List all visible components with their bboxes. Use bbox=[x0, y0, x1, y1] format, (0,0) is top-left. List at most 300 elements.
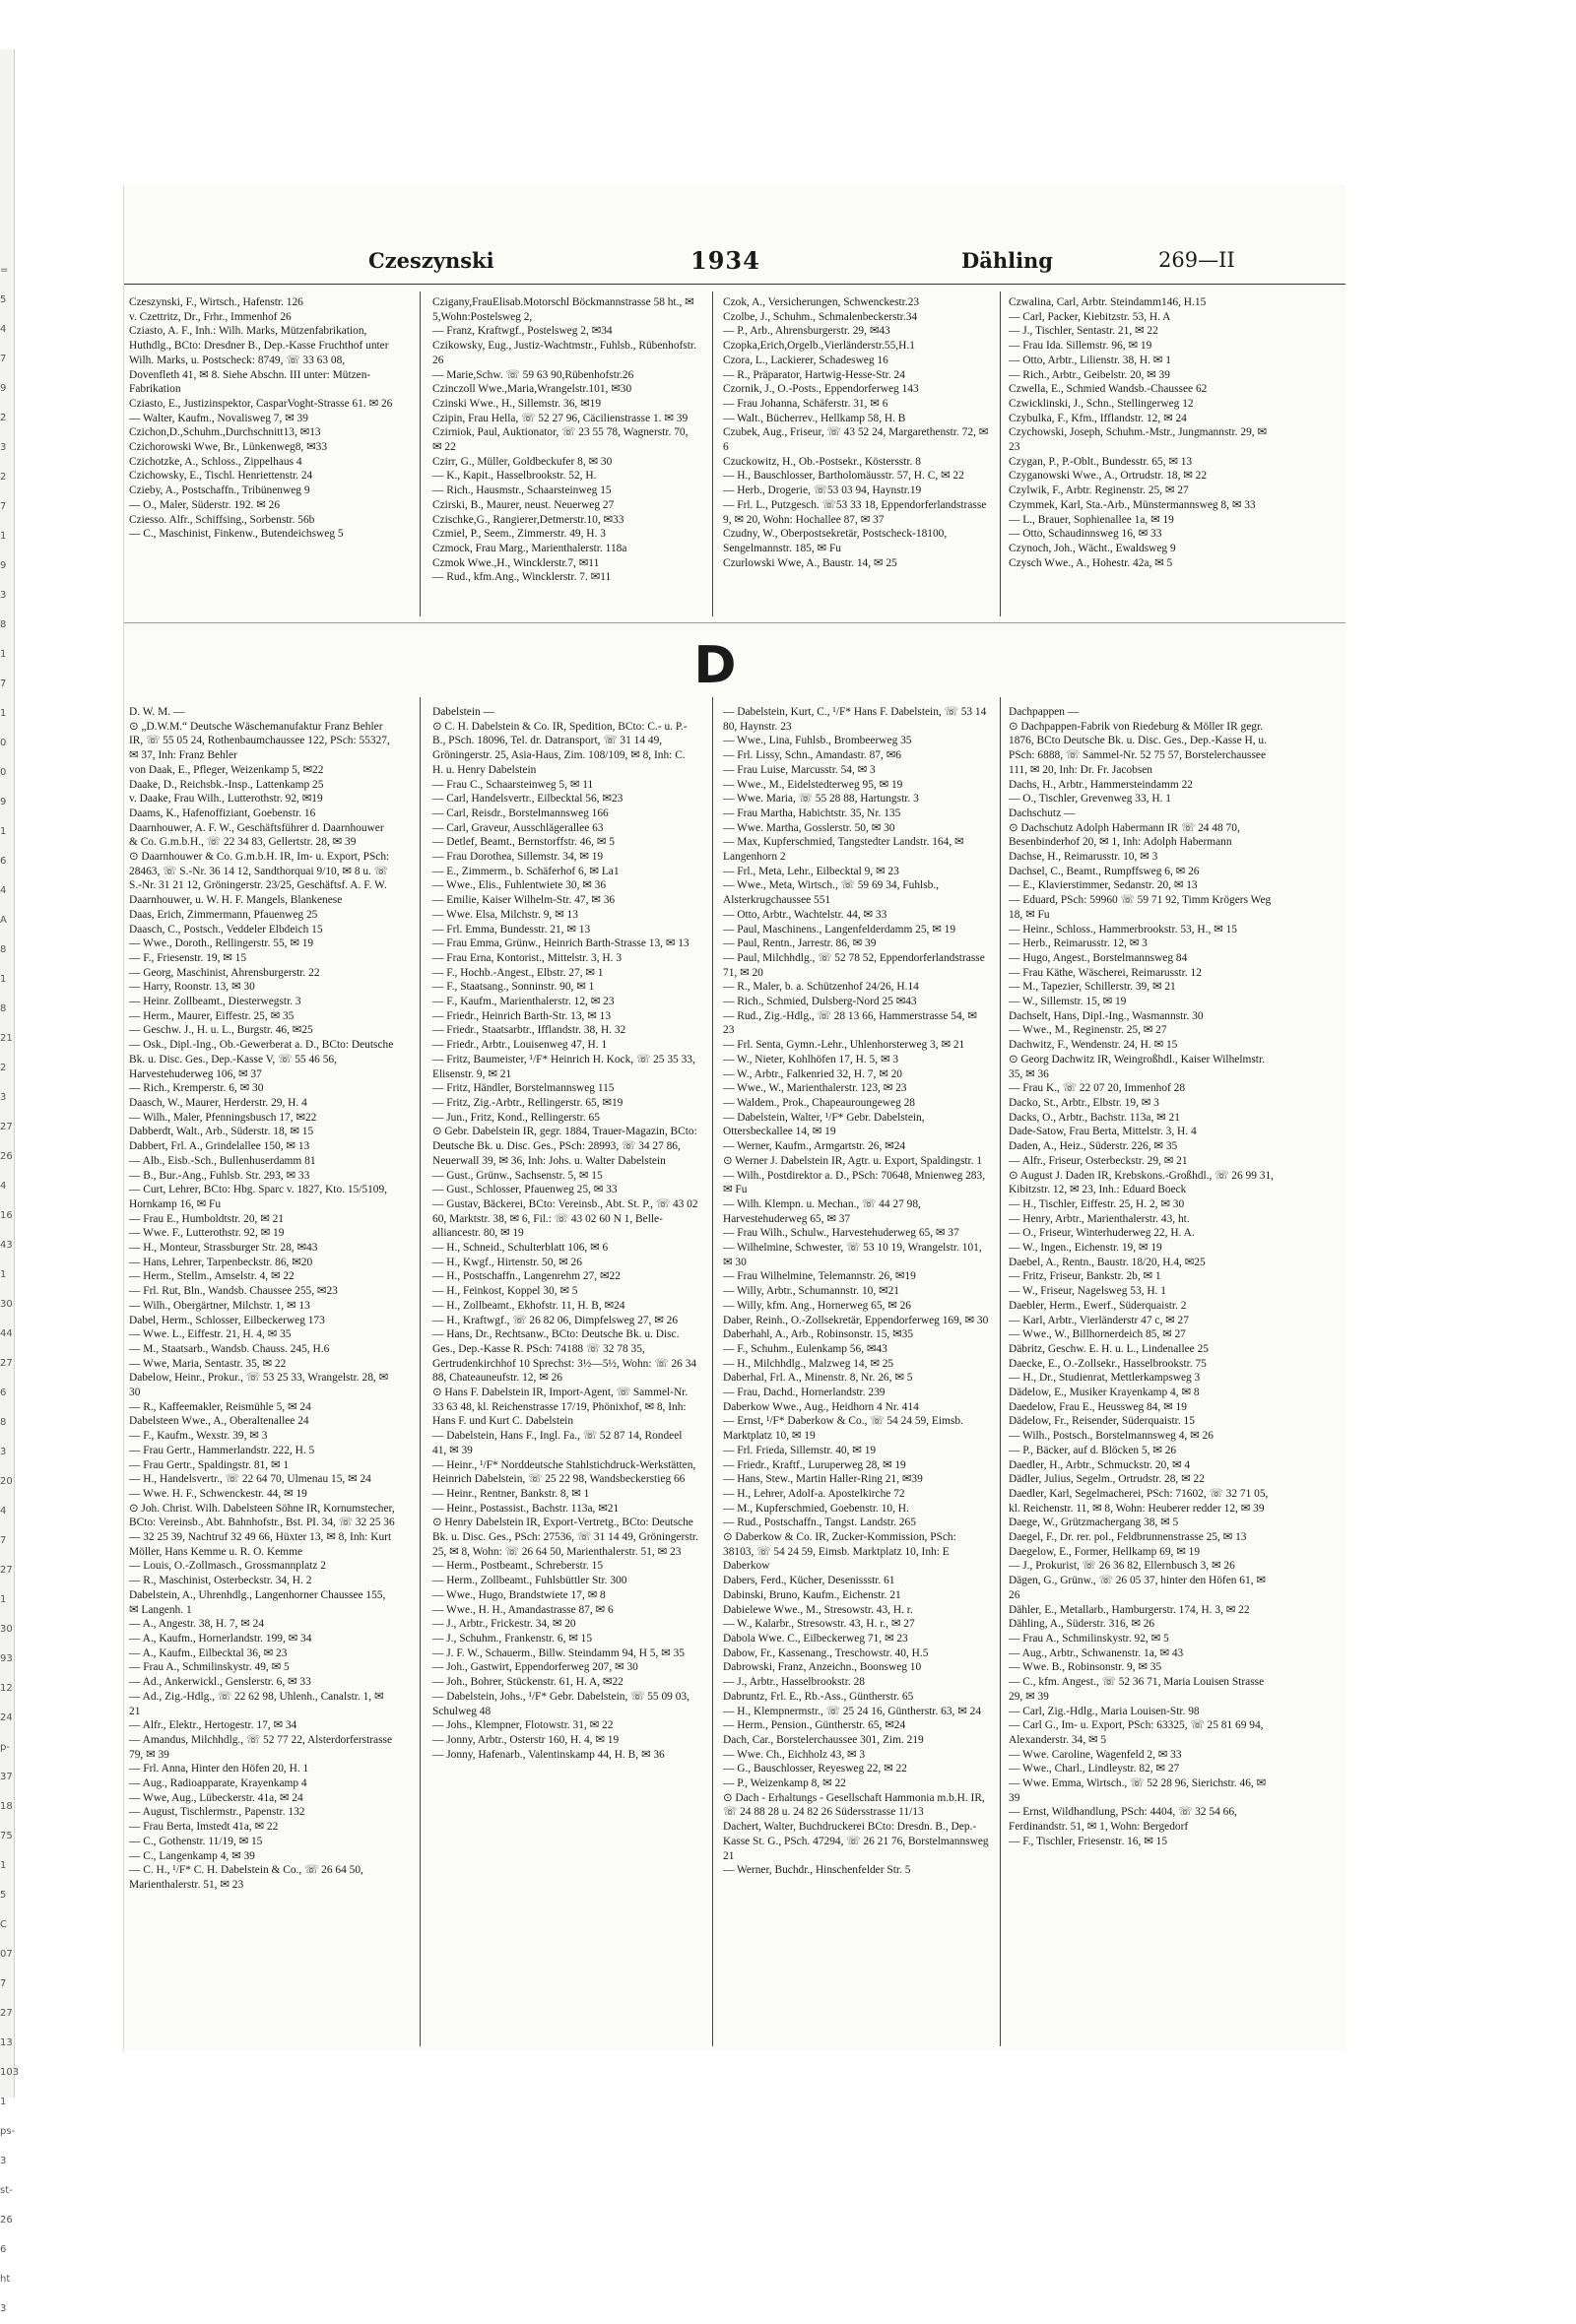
directory-entry: — E., Klavierstimmer, Sedanstr. 20, ✉ 13 bbox=[1009, 879, 1198, 892]
directory-entry: Dabow, Fr., Kassenang., Treschowstr. 40, H.5 bbox=[723, 1646, 929, 1659]
directory-entry: — E., Zimmerm., b. Schäferhof 6, ✉ La1 bbox=[432, 865, 620, 877]
directory-entry: — Fritz, Friseur, Bankstr. 2b, ✉ 1 bbox=[1009, 1270, 1161, 1283]
directory-entry: Dabielewe Wwe., M., Stresowstr. 43, H. r. bbox=[723, 1603, 913, 1616]
directory-entry: — Frau K., ☏ 22 07 20, Immenhof 28 bbox=[1009, 1082, 1186, 1095]
directory-entry: Dabruntz, Frl. E., Rb.-Ass., Güntherstr. 65 bbox=[723, 1690, 914, 1703]
directory-entry: — M., Tapezier, Schillerstr. 39, ✉ 21 bbox=[1009, 981, 1176, 994]
directory-entry: — R., Kaffeemakler, Reismühle 5, ✉ 24 bbox=[129, 1400, 311, 1413]
directory-entry: — Wwe. Emma, Wirtsch., ☏ 52 28 96, Sierichstr. 46, ✉ 39 bbox=[1009, 1777, 1267, 1804]
directory-entry: Czynoch, Joh., Wächt., Ewaldsweg 9 bbox=[1009, 542, 1176, 554]
directory-entry: — A., Kaufm., Hornerlandstr. 199, ✉ 34 bbox=[129, 1633, 312, 1645]
directory-entry: — Frl. Lissy, Schn., Amandastr. 87, ✉6 bbox=[723, 749, 901, 762]
directory-entry: — W., Kalarbr., Stresowstr. 43, H. r., ✉ 27 bbox=[723, 1618, 915, 1631]
directory-entry: — Friedr., Arbtr., Louisenweg 47, H. 1 bbox=[432, 1039, 608, 1052]
directory-entry: Cziasto, E., Justizinspektor, CasparVoght-Strasse 61. ✉ 26 bbox=[129, 397, 393, 410]
directory-entry: — P., Bäcker, auf d. Blöcken 5, ✉ 26 bbox=[1009, 1444, 1177, 1456]
directory-entry: Czichorowski Wwe, Br., Lünkenweg8, ✉33 bbox=[129, 441, 328, 454]
directory-entry: Czichotzke, A., Schloss., Zippelhaus 4 bbox=[129, 455, 302, 468]
directory-entry: — Amandus, Milchhdlg., ☏ 52 77 22, Alsterdorferstrasse 79, ✉ 39 bbox=[129, 1733, 393, 1761]
directory-entry: — A., Kaufm., Eilbecktal 36, ✉ 23 bbox=[129, 1646, 288, 1659]
directory-entry: — A., Angestr. 38, H. 7, ✉ 24 bbox=[129, 1618, 265, 1631]
directory-entry: — Carl, Handelsvertr., Eilbecktal 56, ✉23 bbox=[432, 793, 624, 806]
directory-entry: — H., Bauschlosser, Bartholomäusstr. 57, H. C, ✉ 22 bbox=[723, 470, 964, 483]
directory-entry: ⊙ „D.W.M.“ Deutsche Wäschemanufaktur Franz Behler IR, ☏ 55 05 24, Rothenbaumchaussee 122, PSch: 55327, ✉ 37, Inh: Franz Behler bbox=[129, 720, 390, 762]
top-column-1 bbox=[129, 295, 395, 614]
directory-entry: — F., Staatsang., Sonninstr. 90, ✉ 1 bbox=[432, 981, 595, 994]
directory-entry: — Carl, Reisdr., Borstelmannsweg 166 bbox=[432, 807, 609, 819]
directory-entry: Daedelow, Frau E., Heussweg 84, ✉ 19 bbox=[1009, 1400, 1187, 1413]
directory-entry: — Wilh., Postdirektor a. D., PSch: 70648, Mnienweg 283, ✉ Fu bbox=[723, 1169, 986, 1196]
directory-entry: — Heinr., Schloss., Hammerbrookstr. 53, H., ✉ 15 bbox=[1009, 923, 1237, 936]
directory-entry: — J., Prokurist, ☏ 26 36 82, Ellernbusch 3, ✉ 26 bbox=[1009, 1560, 1235, 1573]
directory-entry: — F., Friesenstr. 19, ✉ 15 bbox=[129, 951, 247, 964]
directory-entry: Dachse, H., Reimarusstr. 10, ✉ 3 bbox=[1009, 851, 1158, 864]
directory-entry: — Frl. Emma, Bundesstr. 21, ✉ 13 bbox=[432, 923, 591, 936]
directory-entry: — Frl. Frieda, Sillemstr. 40, ✉ 19 bbox=[723, 1444, 877, 1456]
directory-entry: — H., Feinkost, Koppel 30, ✉ 5 bbox=[432, 1285, 578, 1298]
top-column-4 bbox=[1009, 295, 1275, 614]
directory-entry: — Hans, Stew., Martin Haller-Ring 21, ✉39 bbox=[723, 1473, 923, 1486]
directory-entry: — Wwe., W., Billhornerdeich 85, ✉ 27 bbox=[1009, 1328, 1186, 1341]
directory-entry: ⊙ Dach - Erhaltungs - Gesellschaft Hammonia m.b.H. IR, ☏ 24 88 28 u. 24 82 26 Südersstrasse 11/13 bbox=[723, 1791, 985, 1819]
directory-entry: — Frau A., Schmilinskystr. 49, ✉ 5 bbox=[129, 1661, 290, 1674]
directory-entry: — Carl G., Im- u. Export, PSch: 63325, ☏ 25 81 69 94, Alexanderstr. 34, ✉ 5 bbox=[1009, 1719, 1264, 1746]
directory-entry: Daedler, Karl, Segelmacherei, PSch: 71602, ☏ 32 71 05, kl. Reichenstr. 11, ✉ 8, Wohn: Heuberer redder 12, ✉ 39 bbox=[1009, 1487, 1269, 1515]
directory-entry: — Friedr., Heinrich Barth-Str. 13, ✉ 13 bbox=[432, 1009, 612, 1022]
directory-entry: — H., Milchhdlg., Malzweg 14, ✉ 25 bbox=[723, 1357, 894, 1370]
directory-entry: — Carl, Graveur, Ausschlägerallee 63 bbox=[432, 821, 604, 834]
directory-entry: Czymmek, Karl, Sta.-Arb., Münstermannsweg 8, ✉ 33 bbox=[1009, 498, 1256, 511]
directory-entry: — B., Bur.-Ang., Fuhlsb. Str. 293, ✉ 33 bbox=[129, 1169, 310, 1182]
directory-entry: — P., Weizenkamp 8, ✉ 22 bbox=[723, 1777, 846, 1790]
directory-entry: — Johs., Klempner, Flotowstr. 31, ✉ 22 bbox=[432, 1719, 614, 1732]
directory-entry: ⊙ Hans F. Dabelstein IR, Import-Agent, ☏ Sammel-Nr. 33 63 48, kl. Reichenstrasse 17/19, Phönixhof, ✉ 8, Inh: Hans F. und Kurt C. Dabelstein bbox=[432, 1387, 689, 1428]
directory-entry: Czeszynski, F., Wirtsch., Hafenstr. 126 bbox=[129, 296, 303, 308]
directory-entry: Dädelow, Fr., Reisender, Süderquaistr. 15 bbox=[1009, 1415, 1195, 1428]
directory-entry: Czirr, G., Müller, Goldbeckufer 8, ✉ 30 bbox=[432, 455, 613, 468]
directory-entry: Czopka,Erich,Orgelb.,Vierländerstr.55,H.1 bbox=[723, 340, 915, 353]
directory-entry: — Wwe., Charl., Lindleystr. 82, ✉ 27 bbox=[1009, 1763, 1180, 1775]
directory-entry: — Frau, Dachd., Hornerlandstr. 239 bbox=[723, 1387, 886, 1399]
directory-entry: — Wwe., W., Marienthalerstr. 123, ✉ 23 bbox=[723, 1082, 907, 1095]
directory-entry: — H., Klempnermstr., ☏ 25 24 16, Güntherstr. 63, ✉ 24 bbox=[723, 1705, 982, 1717]
directory-entry: Czichon,D.,Schuhm.,Durchschnitt13, ✉13 bbox=[129, 426, 321, 439]
directory-entry: Daege, W., Grützmachergang 38, ✉ 5 bbox=[1009, 1517, 1179, 1529]
directory-entry: — P., Arb., Ahrensburgerstr. 29, ✉43 bbox=[723, 325, 890, 338]
section-divider bbox=[124, 622, 1346, 623]
directory-entry: — Franz, Kraftwgf., Postelsweg 2, ✉34 bbox=[432, 325, 613, 338]
directory-entry: Dabrowski, Franz, Anzeichn., Boonsweg 10 bbox=[723, 1661, 922, 1674]
directory-entry: Dachpappen — bbox=[1009, 706, 1080, 718]
directory-entry: — O., Tischler, Grevenweg 33, H. 1 bbox=[1009, 793, 1172, 806]
directory-entry: Dabbert, Frl. A., Grindelallee 150, ✉ 13 bbox=[129, 1140, 310, 1153]
directory-entry: — Joh., Gastwirt, Eppendorferweg 207, ✉ 30 bbox=[432, 1661, 638, 1674]
directory-entry: — Gust., Grünw., Sachsenstr. 5, ✉ 15 bbox=[432, 1169, 603, 1182]
page-number: 269—II bbox=[1158, 248, 1235, 272]
directory-entry: Czinski Wwe., H., Sillemstr. 36, ✉19 bbox=[432, 397, 602, 410]
directory-entry: — Gust., Schlosser, Pfauenweg 25, ✉ 33 bbox=[432, 1184, 618, 1196]
directory-entry: — W., Sillemstr. 15, ✉ 19 bbox=[1009, 996, 1127, 1008]
directory-entry: Dabelsteen Wwe., A., Oberaltenallee 24 bbox=[129, 1415, 309, 1428]
directory-entry: Dabberdt, Walt., Arb., Süderstr. 18, ✉ 15 bbox=[129, 1126, 314, 1138]
directory-entry: — Herm., Zollbeamt., Fuhlsbüttler Str. 300 bbox=[432, 1575, 627, 1587]
directory-entry: — R., Präparator, Hartwig-Hesse-Str. 24 bbox=[723, 368, 905, 381]
directory-entry: — Wwe., M., Reginenstr. 25, ✉ 27 bbox=[1009, 1024, 1167, 1037]
directory-entry: Dähler, E., Metallarb., Hamburgerstr. 174, H. 3, ✉ 22 bbox=[1009, 1603, 1250, 1616]
directory-entry: Daden, A., Heiz., Süderstr. 226, ✉ 35 bbox=[1009, 1140, 1178, 1153]
directory-entry: — Aug., Radioapparate, Krayenkamp 4 bbox=[129, 1777, 307, 1790]
directory-entry: — Frau Gertr., Hammerlandstr. 222, H. 5 bbox=[129, 1444, 315, 1456]
directory-entry: — Rud., Zig.-Hdlg., ☏ 28 13 66, Hammerstrasse 54, ✉ 23 bbox=[723, 1009, 977, 1037]
directory-entry: — O., Friseur, Winterhuderweg 22, H. A. bbox=[1009, 1227, 1195, 1240]
directory-entry: — Hans, Lehrer, Tarpenbeckstr. 86, ✉20 bbox=[129, 1256, 313, 1268]
directory-entry: — F., Hochb.-Angest., Elbstr. 27, ✉ 1 bbox=[432, 966, 604, 979]
directory-entry: — Herm., Postbeamt., Schreberstr. 15 bbox=[432, 1560, 604, 1573]
directory-entry: Czychowski, Joseph, Schuhm.-Mstr., Jungmannstr. 29, ✉ 23 bbox=[1009, 426, 1268, 454]
directory-entry: Czinczoll Wwe.,Maria,Wrangelstr.101, ✉30 bbox=[432, 383, 632, 396]
directory-entry: Czylwik, F., Arbtr. Reginenstr. 25, ✉ 27 bbox=[1009, 484, 1189, 497]
directory-entry: — Frl., Meta, Lehr., Eilbecktal 9, ✉ 23 bbox=[723, 865, 899, 877]
directory-entry: — W., Friseur, Nagelsweg 53, H. 1 bbox=[1009, 1285, 1166, 1298]
directory-entry: — Wwe., M., Eidelstedterweg 95, ✉ 19 bbox=[723, 778, 903, 791]
directory-entry: D. W. M. — bbox=[129, 706, 185, 718]
directory-entry: — Joh., Bohrer, Stückenstr. 61, H. A, ✉22 bbox=[432, 1676, 624, 1689]
directory-entry: — Dabelstein, Johs., ¹/F* Gebr. Dabelstein, ☏ 55 09 03, Schulweg 48 bbox=[432, 1690, 690, 1717]
directory-entry: — Wwe. Ch., Eichholz 43, ✉ 3 bbox=[723, 1748, 866, 1761]
directory-entry: — Jun., Fritz, Kond., Rellingerstr. 65 bbox=[432, 1111, 600, 1124]
directory-entry: — Harry, Roonstr. 13, ✉ 30 bbox=[129, 981, 255, 994]
directory-entry: — Rich., Arbtr., Geibelstr. 20, ✉ 39 bbox=[1009, 368, 1170, 381]
directory-entry: — Heinr., ¹/F* Norddeutsche Stahlstichdruck-Werkstätten, Heinrich Dabelstein, ☏ 25 22 98, Wandsbeckerstieg 66 bbox=[432, 1458, 696, 1486]
directory-entry: — C. H., ¹/F* C. H. Dabelstein & Co., ☏ 26 64 50, Marienthalerstr. 51, ✉ 23 bbox=[129, 1864, 363, 1891]
directory-entry: — Louis, O.-Zollmasch., Grossmannplatz 2 bbox=[129, 1560, 326, 1573]
directory-entry: Daebel, A., Rentn., Baustr. 18/20, H.4, ✉25 bbox=[1009, 1256, 1206, 1268]
directory-entry: Czudny, W., Oberpostsekretär, Postscheck-18100, Sengelmannstr. 185, ✉ Fu bbox=[723, 528, 948, 554]
directory-entry: Czmiel, P., Seem., Zimmerstr. 49, H. 3 bbox=[432, 528, 606, 541]
directory-entry: — Frl. Rut, Bln., Wandsb. Chaussee 255, ✉23 bbox=[129, 1285, 338, 1298]
directory-entry: — Karl, Arbtr., Vierländerstr 47 c, ✉ 27 bbox=[1009, 1314, 1189, 1326]
directory-entry: — Geschw. J., H. u. L., Burgstr. 46, ✉25 bbox=[129, 1024, 313, 1037]
directory-entry: Czysch Wwe., A., Hohestr. 42a, ✉ 5 bbox=[1009, 556, 1173, 569]
directory-entry: Dachert, Walter, Buchdruckerei BCto: Dresdn. B., Dep.-Kasse St. G., PSch. 47294, ☏ 26 21 76, Borstelmannsweg 21 bbox=[723, 1821, 989, 1862]
directory-entry: — Georg, Maschinist, Ahrensburgerstr. 22 bbox=[129, 966, 320, 979]
directory-entry: — Wwe. H. F., Schwenckestr. 44, ✉ 19 bbox=[129, 1487, 307, 1500]
directory-entry: — Wwe., Elis., Fuhlentwiete 30, ✉ 36 bbox=[432, 879, 607, 892]
column-rule bbox=[712, 291, 713, 616]
directory-entry: Daberhal, Frl. A., Minenstr. 8, Nr. 26, ✉ 5 bbox=[723, 1372, 913, 1385]
directory-entry: — F., Kaufm., Marienthalerstr. 12, ✉ 23 bbox=[432, 996, 615, 1008]
directory-entry: — Dabelstein, Hans F., Ingl. Fa., ☏ 52 87 14, Rondeel 41, ✉ 39 bbox=[432, 1430, 683, 1456]
directory-entry: Daasch, C., Postsch., Veddeler Elbdeich 15 bbox=[129, 923, 323, 936]
directory-entry: Dachwitz, F., Wendenstr. 24, H. ✉ 15 bbox=[1009, 1039, 1178, 1052]
directory-entry: — August, Tischlermstr., Papenstr. 132 bbox=[129, 1806, 305, 1819]
directory-entry: — Frau Luise, Marcusstr. 54, ✉ 3 bbox=[723, 763, 876, 776]
directory-entry: — H., Kwgf., Hirtenstr. 50, ✉ 26 bbox=[432, 1256, 582, 1268]
bottom-column-2 bbox=[432, 705, 698, 2049]
directory-entry: Czora, L., Lackierer, Schadesweg 16 bbox=[723, 354, 888, 366]
directory-entry: — R., Maschinist, Osterbeckstr. 34, H. 2 bbox=[129, 1575, 312, 1587]
directory-entry: — Wwe, Maria, Sentastr. 35, ✉ 22 bbox=[129, 1357, 287, 1370]
directory-entry: Czikowsky, Eug., Justiz-Wachtmstr., Fuhlsb., Rübenhofstr. 26 bbox=[432, 340, 696, 366]
directory-entry: — Max, Kupferschmied, Tangstedter Landstr. 164, ✉ Langenhorn 2 bbox=[723, 836, 964, 864]
directory-entry: — Frau Wilhelmine, Telemannstr. 26, ✉19 bbox=[723, 1270, 916, 1283]
header-last-entry: Dähling bbox=[961, 248, 1053, 273]
directory-entry: — Heinr., Rentner, Bankstr. 8, ✉ 1 bbox=[432, 1487, 590, 1500]
directory-entry: — Paul, Milchhdlg., ☏ 52 78 52, Eppendorferlandstrasse 71, ✉ 20 bbox=[723, 951, 985, 979]
directory-entry: — Herm., Stellm., Amselstr. 4, ✉ 22 bbox=[129, 1270, 295, 1283]
directory-entry: — R., Maler, b. a. Schützenhof 24/26, H.14 bbox=[723, 981, 919, 994]
directory-entry: v. Czettritz, Dr., Frhr., Immenhof 26 bbox=[129, 310, 292, 323]
directory-entry: — Carl, Packer, Kiebitzstr. 53, H. A bbox=[1009, 310, 1171, 323]
column-rule bbox=[420, 697, 421, 2046]
directory-entry: Dähling, A., Süderstr. 316, ✉ 26 bbox=[1009, 1618, 1155, 1631]
directory-entry: — L., Brauer, Sophienallee 1a, ✉ 19 bbox=[1009, 513, 1174, 526]
directory-entry: — Walt., Bücherrev., Hellkamp 58, H. B bbox=[723, 412, 906, 424]
directory-entry: — Herb., Drogerie, ☏53 03 94, Haynstr.19 bbox=[723, 484, 922, 497]
directory-entry: ⊙ Daberkow & Co. IR, Zucker-Kommission, PSch: 38103, ☏ 54 24 59, Eimsb. Marktplatz 10, Inh: E Daberkow bbox=[723, 1531, 956, 1573]
directory-entry: Czolbe, J., Schuhm., Schmalenbeckerstr.34 bbox=[723, 310, 918, 323]
directory-entry: Dacko, St., Arbtr., Elbstr. 19, ✉ 3 bbox=[1009, 1096, 1159, 1109]
directory-entry: — Wwe. B., Robinsonstr. 9, ✉ 35 bbox=[1009, 1661, 1162, 1674]
directory-entry: Czmok Wwe.,H., Wincklerstr.7, ✉11 bbox=[432, 556, 600, 569]
directory-entry: — Osk., Dipl.-Ing., Ob.-Gewerberat a. D., BCto: Deutsche Bk. u. Disc. Ges., Dep.-Kasse V, ☏ 55 46 56, Harvestehuderweg 106, ✉ 37 bbox=[129, 1039, 394, 1080]
directory-entry: ⊙ Werner J. Dabelstein IR, Agtr. u. Export, Spaldingstr. 1 bbox=[723, 1154, 983, 1167]
directory-entry: — Wwe. Caroline, Wagenfeld 2, ✉ 33 bbox=[1009, 1748, 1182, 1761]
directory-entry: — Wwe, Aug., Lübeckerstr. 41a, ✉ 24 bbox=[129, 1791, 303, 1804]
directory-entry: — K., Kapit., Hasselbrookstr. 52, H. bbox=[432, 470, 597, 483]
directory-entry: Czygan, P., P.-Oblt., Bundesstr. 65, ✉ 13 bbox=[1009, 455, 1193, 468]
directory-entry: — Jonny, Arbtr., Osterstr 160, H. 4, ✉ 19 bbox=[432, 1733, 620, 1746]
directory-entry: — Wwe., Lina, Fuhlsb., Brombeerweg 35 bbox=[723, 735, 912, 747]
directory-entry: — J., Tischler, Sentastr. 21, ✉ 22 bbox=[1009, 325, 1158, 338]
directory-entry: — Rich., Kremperstr. 6, ✉ 30 bbox=[129, 1082, 264, 1095]
directory-entry: v. Daake, Frau Wilh., Lutterothstr. 92, ✉19 bbox=[129, 793, 323, 806]
directory-entry: Dachschutz — bbox=[1009, 807, 1076, 819]
directory-entry: — Wwe. Maria, ☏ 55 28 88, Hartungstr. 3 bbox=[723, 793, 919, 806]
directory-entry: — Rud., Postschaffn., Tangst. Landstr. 265 bbox=[723, 1517, 916, 1529]
directory-entry: — Dabelstein, Walter, ¹/F* Gebr. Dabelstein, Ottersbeckallee 14, ✉ 19 bbox=[723, 1111, 925, 1138]
directory-entry: — Frau Johanna, Schäferstr. 31, ✉ 6 bbox=[723, 397, 888, 410]
directory-entry: — Wwe., H. H., Amandastrasse 87, ✉ 6 bbox=[432, 1603, 614, 1616]
directory-entry: — Wwe., Doroth., Rellingerstr. 55, ✉ 19 bbox=[129, 937, 314, 950]
directory-entry: Daedler, H., Arbtr., Schmuckstr. 20, ✉ 4 bbox=[1009, 1458, 1191, 1471]
directory-entry: — Otto, Arbtr., Wachtelstr. 44, ✉ 33 bbox=[723, 908, 887, 921]
directory-entry: — Frau A., Schmilinskystr. 92, ✉ 5 bbox=[1009, 1633, 1169, 1645]
directory-entry: Czipin, Frau Hella, ☏ 52 27 96, Cäcilienstrasse 1. ✉ 39 bbox=[432, 412, 689, 424]
directory-entry: — H., Monteur, Strassburger Str. 28, ✉43 bbox=[129, 1242, 318, 1255]
directory-entry: Dägen, G., Grünw., ☏ 26 05 37, hinter den Höfen 61, ✉ 26 bbox=[1009, 1575, 1266, 1601]
directory-entry: — H., Zollbeamt., Ekhofstr. 11, H. B, ✉24 bbox=[432, 1299, 625, 1312]
directory-entry: — Eduard, PSch: 59960 ☏ 59 71 92, Timm Krögers Weg 18, ✉ Fu bbox=[1009, 894, 1272, 921]
directory-entry: — H., Kraftwgf., ☏ 26 82 06, Dimpfelsweg 27, ✉ 26 bbox=[432, 1314, 679, 1326]
column-rule bbox=[420, 291, 421, 616]
directory-entry: — Willy, kfm. Ang., Hornerweg 65, ✉ 26 bbox=[723, 1299, 911, 1312]
directory-entry: Cziasto, A. F., Inh.: Wilh. Marks, Mützenfabrikation, Huthdlg., BCto: Dresdner B., Dep.-Kasse Fruchthof unter Wilh. Marks, u. Postscheck: 8749, ☏ 33 63 08, Dovenfleth 41, ✉ 8. Siehe Abschn. III unter: Mützen-Fabrikation bbox=[129, 325, 389, 396]
directory-entry: — Werner, Buchdr., Hinschenfelder Str. 5 bbox=[723, 1864, 911, 1877]
directory-entry: — Friedr., Staatsarbtr., Ifflandstr. 38, H. 32 bbox=[432, 1024, 626, 1037]
directory-entry: — H., Lehrer, Adolf-a. Apostelkirche 72 bbox=[723, 1487, 905, 1500]
directory-entry: — H., Handelsvertr., ☏ 22 64 70, Ulmenau 15, ✉ 24 bbox=[129, 1473, 371, 1486]
directory-entry: — W., Ingen., Eichenstr. 19, ✉ 19 bbox=[1009, 1242, 1162, 1255]
directory-entry: — Wwe., Hugo, Brandstwiete 17, ✉ 8 bbox=[432, 1588, 606, 1601]
directory-entry: — Wwe. L., Eiffestr. 21, H. 4, ✉ 35 bbox=[129, 1328, 292, 1341]
directory-entry: — Frau Wilh., Schulw., Harvestehuderweg 65, ✉ 37 bbox=[723, 1227, 959, 1240]
directory-entry: Dabola Wwe. C., Eilbeckerweg 71, ✉ 23 bbox=[723, 1633, 908, 1645]
directory-entry: — Herb., Reimarusstr. 12, ✉ 3 bbox=[1009, 937, 1148, 950]
directory-entry: Dabelstein, A., Uhrenhdlg., Langenhorner Chaussee 155, ✉ Langenh. 1 bbox=[129, 1588, 386, 1616]
directory-entry: — Wilh., Maler, Pfenningsbusch 17, ✉22 bbox=[129, 1111, 317, 1124]
directory-entry: — Dabelstein, Kurt, C., ¹/F* Hans F. Dabelstein, ☏ 53 14 80, Haynstr. 23 bbox=[723, 706, 987, 733]
directory-entry: — Aug., Arbtr., Schwanenstr. 1a, ✉ 43 bbox=[1009, 1646, 1184, 1659]
directory-entry: — C., Langenkamp 4, ✉ 39 bbox=[129, 1849, 255, 1862]
directory-entry: ⊙ Gebr. Dabelstein IR, gegr. 1884, Trauer-Magazin, BCto: Deutsche Bk. u. Disc. Ges., PSch: 28993, ☏ 34 27 86, Neuerwall 39, ✉ 36, Inh: Johs. u. Walter Dabelstein bbox=[432, 1126, 697, 1167]
directory-entry: — Frau C., Schaarsteinweg 5, ✉ 11 bbox=[432, 778, 594, 791]
directory-entry: — Fritz, Händler, Borstelmannsweg 115 bbox=[432, 1082, 615, 1095]
directory-entry: — Fritz, Baumeister, ¹/F* Heinrich H. Kock, ☏ 25 35 33, Elisenstr. 9, ✉ 21 bbox=[432, 1053, 695, 1080]
directory-entry: Czuckowitz, H., Ob.-Postsekr., Köstersstr. 8 bbox=[723, 455, 921, 468]
directory-entry: — Gustav, Bäckerei, BCto: Vereinsb., Abt. St. P., ☏ 43 02 60, Marktstr. 38, ✉ 6, Fil.: ☏ 43 02 60 N 1, Belle-alliancestr. 80, ✉ 19 bbox=[432, 1197, 698, 1240]
directory-entry: Czigany,FrauElisab.Motorschl Böckmannstrasse 58 ht., ✉5,Wohn:Postelsweg 2, bbox=[432, 296, 694, 323]
directory-entry: — H., Postschaffn., Langenrehm 27, ✉22 bbox=[432, 1270, 621, 1283]
directory-entry: — Hans, Dr., Rechtsanw., BCto: Deutsche Bk. u. Disc. Ges., Dep.-Kasse R. PSch: 74188 ☏ 32 78 35, Gertrudenkirchhof 10 Sprechst: 3½—5½, Wohn: ☏ 26 34 88, Chateauneufstr. 12, ✉ 26 bbox=[432, 1328, 697, 1385]
directory-entry: — Emilie, Kaiser Wilhelm-Str. 47, ✉ 36 bbox=[432, 894, 616, 907]
directory-entry: ⊙ Joh. Christ. Wilh. Dabelsteen Söhne IR, Kornumstecher, BCto: Vereinsb., Abt. Bahnhofstr., Bst. PI. 34, ☏ 32 25 36 — 32 25 39, Nachtruf 32 49 66, Hüxter 13, ✉ 8, Inh: Kurt Möller, Hans Kemme u. R. O. Kemme bbox=[129, 1502, 395, 1558]
directory-entry: — Henry, Arbtr., Marienthalerstr. 43, ht. bbox=[1009, 1212, 1190, 1225]
directory-entry: — Carl, Zig.-Hdlg., Maria Louisen-Str. 98 bbox=[1009, 1705, 1200, 1717]
directory-entry: Daegelow, E., Former, Hellkamp 69, ✉ 19 bbox=[1009, 1545, 1201, 1558]
directory-entry: Czischke,G., Rangierer,Detmerstr.10, ✉33 bbox=[432, 513, 624, 526]
directory-entry: Czmock, Frau Marg., Marienthalerstr. 118a bbox=[432, 542, 627, 554]
directory-entry: — Herm., Pension., Güntherstr. 65, ✉24 bbox=[723, 1719, 906, 1732]
directory-entry: — Alfr., Elektr., Hertogestr. 17, ✉ 34 bbox=[129, 1719, 297, 1732]
directory-entry: — Otto, Schaudinnsweg 16, ✉ 33 bbox=[1009, 528, 1162, 541]
directory-entry: — Wwe. F., Lutterothstr. 92, ✉ 19 bbox=[129, 1227, 285, 1240]
directory-entry: ⊙ August J. Daden IR, Krebskons.-Großhdl., ☏ 26 99 31, Kibitzstr. 12, ✉ 23, Inh.: Eduard Boeck bbox=[1009, 1169, 1274, 1196]
directory-entry: Czok, A., Versicherungen, Schwenckestr.23 bbox=[723, 296, 920, 308]
directory-entry: — M., Kupferschmied, Goebenstr. 10, H. bbox=[723, 1502, 909, 1515]
directory-entry: Czybulka, F., Kfm., Ifflandstr. 12, ✉ 24 bbox=[1009, 412, 1187, 424]
directory-entry: — Walter, Kaufm., Novalisweg 7, ✉ 39 bbox=[129, 412, 308, 424]
directory-entry: — Wilhelmine, Schwester, ☏ 53 10 19, Wrangelstr. 101, ✉ 30 bbox=[723, 1242, 982, 1268]
directory-entry: Cziesso. Alfr., Schiffsing., Sorbenstr. 56b bbox=[129, 513, 315, 526]
directory-page bbox=[123, 185, 1346, 2051]
directory-entry: — H., Tischler, Eiffestr. 25, H. 2, ✉ 30 bbox=[1009, 1197, 1185, 1210]
directory-entry: — Frau Martha, Habichtstr. 35, Nr. 135 bbox=[723, 807, 901, 819]
directory-entry: Czurlowski Wwe, A., Baustr. 14, ✉ 25 bbox=[723, 556, 897, 569]
directory-entry: — Heinr., Postassist., Bachstr. 113a, ✉21 bbox=[432, 1502, 620, 1515]
directory-entry: — Fritz, Zig.-Arbtr., Rellingerstr. 65, ✉19 bbox=[432, 1096, 624, 1109]
directory-entry: — Ad., Ankerwickl., Genslerstr. 6, ✉ 33 bbox=[129, 1676, 311, 1689]
directory-entry: — Wilh. Klempn. u. Mechan., ☏ 44 27 98, Harvestehuderweg 65, ✉ 37 bbox=[723, 1197, 921, 1225]
directory-entry: — Frl. L., Putzgesch. ☏53 33 18, Eppendorferlandstrasse 9, ✉ 20, Wohn: Hochallee 87, ✉ 37 bbox=[723, 498, 987, 526]
directory-entry: Daake, D., Reichsbk.-Insp., Lattenkamp 25 bbox=[129, 778, 324, 791]
directory-entry: — Alb., Eisb.-Sch., Bullenhuserdamm 81 bbox=[129, 1154, 316, 1167]
directory-entry: — W., Nieter, Kohlhöfen 17, H. 5, ✉ 3 bbox=[723, 1053, 899, 1065]
directory-entry: ⊙ C. H. Dabelstein & Co. IR, Spedition, BCto: C.- u. P.-B., PSch. 18096, Tel. dr. Datransport, ☏ 31 14 49, Gröningerstr. 25, Asia-Haus, Zim. 108/109, ✉ 8, Inh: C. H. u. Henry Dabelstein bbox=[432, 720, 688, 776]
directory-entry: — Hugo, Angest., Borstelmannsweg 84 bbox=[1009, 951, 1188, 964]
directory-entry: — F., Tischler, Friesenstr. 16, ✉ 15 bbox=[1009, 1835, 1168, 1847]
directory-entry: — W., Arbtr., Falkenried 32, H. 7, ✉ 20 bbox=[723, 1067, 902, 1080]
directory-entry: Dädelow, E., Musiker Krayenkamp 4, ✉ 8 bbox=[1009, 1387, 1200, 1399]
column-rule bbox=[712, 697, 713, 2046]
directory-entry: — Frau E., Humboldtstr. 20, ✉ 21 bbox=[129, 1212, 284, 1225]
directory-entry: — Rich., Hausmstr., Schaarsteinweg 15 bbox=[432, 484, 612, 497]
section-letter: D bbox=[693, 636, 737, 695]
directory-entry: — Wilh., Obergärtner, Milchstr. 1, ✉ 13 bbox=[129, 1299, 310, 1312]
column-rule bbox=[1000, 697, 1001, 2046]
directory-entry: — J. F. W., Schauerm., Billw. Steindamm 94, H 5, ✉ 35 bbox=[432, 1646, 685, 1659]
directory-entry: ⊙ Dachpappen-Fabrik von Riedeburg & Möller IR gegr. 1876, BCto Deutsche Bk. u. Disc. Ges., Dep.-Kasse H, u. PSch: 6888, ☏ Sammel-Nr. 52 75 57, Borstelerchaussee 111, ✉ 20, Inh: Dr. Fr. Jacobsen bbox=[1009, 720, 1267, 776]
directory-entry: Dachs, H., Arbtr., Hammersteindamm 22 bbox=[1009, 778, 1193, 791]
directory-entry: — F., Schuhm., Eulenkamp 56, ✉43 bbox=[723, 1342, 887, 1355]
directory-entry: — Frau Erna, Kontorist., Mittelstr. 3, H. 3 bbox=[432, 951, 623, 964]
directory-entry: — C., Gothenstr. 11/19, ✉ 15 bbox=[129, 1835, 263, 1847]
bottom-column-3 bbox=[723, 705, 989, 2049]
directory-entry: — Paul, Maschinens., Langenfelderdamm 25, ✉ 19 bbox=[723, 923, 956, 936]
directory-entry: Czirski, B., Maurer, neust. Neuerweg 27 bbox=[432, 498, 615, 511]
directory-entry: Czubek, Aug., Friseur, ☏ 43 52 24, Margarethenstr. 72, ✉ 6 bbox=[723, 426, 989, 454]
directory-entry: ⊙ Daarnhouwer & Co. G.m.b.H. IR, Im- u. Export, PSch: 28463, ☏ S.-Nr. 36 14 12, Sandthorquai 9/10, ✉ 8 u. ☏ S.-Nr. 31 21 12, Gröningerstr. 23/25, Geschäftsf. A. F. W. Daarnhouwer, u. W. H. F. Mangels, Blankenese bbox=[129, 851, 390, 907]
directory-entry: — O., Maler, Süderstr. 192. ✉ 26 bbox=[129, 498, 281, 511]
directory-entry: — Frau Gertr., Spaldingstr. 81, ✉ 1 bbox=[129, 1458, 290, 1471]
directory-entry: — H., Schneid., Schulterblatt 106, ✉ 6 bbox=[432, 1242, 609, 1255]
directory-entry: Daams, K., Hafenoffiziant, Goebenstr. 16 bbox=[129, 807, 316, 819]
directory-entry: Daebler, Herm., Ewerf., Süderquaistr. 2 bbox=[1009, 1299, 1187, 1312]
directory-entry: — Frau Käthe, Wäscherei, Reimarusstr. 12 bbox=[1009, 966, 1202, 979]
directory-entry: Dabelstein — bbox=[432, 706, 494, 718]
directory-entry: — Paul, Rentn., Jarrestr. 86, ✉ 39 bbox=[723, 937, 877, 950]
directory-entry: — Frau Emma, Grünw., Heinrich Barth-Strasse 13, ✉ 13 bbox=[432, 937, 690, 950]
directory-entry: — Frau Ida. Sillemstr. 96, ✉ 19 bbox=[1009, 340, 1152, 353]
directory-entry: — M., Staatsarb., Wandsb. Chauss. 245, H.6 bbox=[129, 1342, 330, 1355]
directory-entry: — Frl. Senta, Gymn.-Lehr., Uhlenhorsterweg 3, ✉ 21 bbox=[723, 1039, 965, 1052]
directory-entry: ⊙ Georg Dachwitz IR, Weingroßhdl., Kaiser Wilhelmstr. 35, ✉ 36 bbox=[1009, 1053, 1265, 1080]
top-column-2 bbox=[432, 295, 698, 614]
directory-entry: Daecke, E., O.-Zollsekr., Hasselbrookstr. 75 bbox=[1009, 1357, 1207, 1370]
directory-entry: Czwella, E., Schmied Wandsb.-Chaussee 62 bbox=[1009, 383, 1208, 396]
directory-entry: Daasch, W., Maurer, Herderstr. 29, H. 4 bbox=[129, 1096, 307, 1109]
directory-entry: — Ad., Zig.-Hdlg., ☏ 22 62 98, Uhlenh., Canalstr. 1, ✉ 21 bbox=[129, 1690, 384, 1717]
top-column-3 bbox=[723, 295, 989, 614]
directory-entry: — Ernst, ¹/F* Daberkow & Co., ☏ 54 24 59, Eimsb. Marktplatz 10, ✉ 19 bbox=[723, 1415, 963, 1443]
directory-entry: — Jonny, Hafenarb., Valentinskamp 44, H. B, ✉ 36 bbox=[432, 1748, 665, 1761]
directory-entry: Daas, Erich, Zimmermann, Pfauenweg 25 bbox=[129, 908, 318, 921]
directory-entry: Czwalina, Carl, Arbtr. Steindamm146, H.15 bbox=[1009, 296, 1207, 308]
header-year: 1934 bbox=[690, 246, 760, 275]
directory-entry: ⊙ Dachschutz Adolph Habermann IR ☏ 24 48 70, Besenbinderhof 20, ✉ 1, Inh: Adolph Habermann bbox=[1009, 821, 1240, 849]
directory-entry: Dachsel, C., Beamt., Rumpffsweg 6, ✉ 26 bbox=[1009, 865, 1200, 877]
directory-entry: — J., Arbtr., Frickestr. 34, ✉ 20 bbox=[432, 1618, 576, 1631]
directory-entry: Dabelow, Heinr., Prokur., ☏ 53 25 33, Wrangelstr. 28, ✉ 30 bbox=[129, 1372, 389, 1399]
directory-entry: — Wwe. Elsa, Milchstr. 9, ✉ 13 bbox=[432, 908, 578, 921]
directory-entry: Czornik, J., O.-Posts., Eppendorferweg 143 bbox=[723, 383, 919, 396]
adjacent-page-margin-text: = 5 4 7 9 2 3 2 7 1 9 3 8 1 7 1 0 0 9 1 6 4 A 8 1 8 21 2 3 27 26 4 16 43 1 30 44 27 6 8 3 20 4 7 27 1 30 93 12 24 p- 37 18 75 1 5 C 07 7 27 13 103 1 ps- 3 st- 26 6 ht 3 bbox=[0, 265, 20, 2314]
directory-entry: von Daak, E., Pfleger, Weizenkamp 5, ✉22 bbox=[129, 763, 324, 776]
directory-entry: Daarnhouwer, A. F. W., Geschäftsführer d. Daarnhouwer & Co. G.m.b.H., ☏ 22 34 83, Gellertstr. 28, ✉ 39 bbox=[129, 821, 384, 849]
directory-entry: — G., Bauschlosser, Reyesweg 22, ✉ 22 bbox=[723, 1763, 907, 1775]
directory-entry: — Detlef, Beamt., Bernstorffstr. 46, ✉ 5 bbox=[432, 836, 615, 849]
directory-entry: Czichowsky, E., Tischl. Henriettenstr. 24 bbox=[129, 470, 313, 483]
bottom-column-1 bbox=[129, 705, 395, 2049]
column-rule bbox=[1000, 291, 1001, 616]
directory-entry: — Friedr., Kraftf., Luruperweg 28, ✉ 19 bbox=[723, 1458, 906, 1471]
directory-entry: Däbritz, Geschw. E. H. u. L., Lindenallee 25 bbox=[1009, 1342, 1209, 1355]
directory-entry: Dabel, Herm., Schlosser, Eilbeckerweg 173 bbox=[129, 1314, 325, 1326]
directory-entry: — Herm., Maurer, Eiffestr. 25, ✉ 35 bbox=[129, 1009, 295, 1022]
directory-entry: — Willy, Arbtr., Schumannstr. 10, ✉21 bbox=[723, 1285, 899, 1298]
directory-entry: — Frl. Anna, Hinter den Höfen 20, H. 1 bbox=[129, 1763, 309, 1775]
directory-entry: Daber, Reinh., O.-Zollsekretär, Eppendorferweg 169, ✉ 30 bbox=[723, 1314, 989, 1326]
